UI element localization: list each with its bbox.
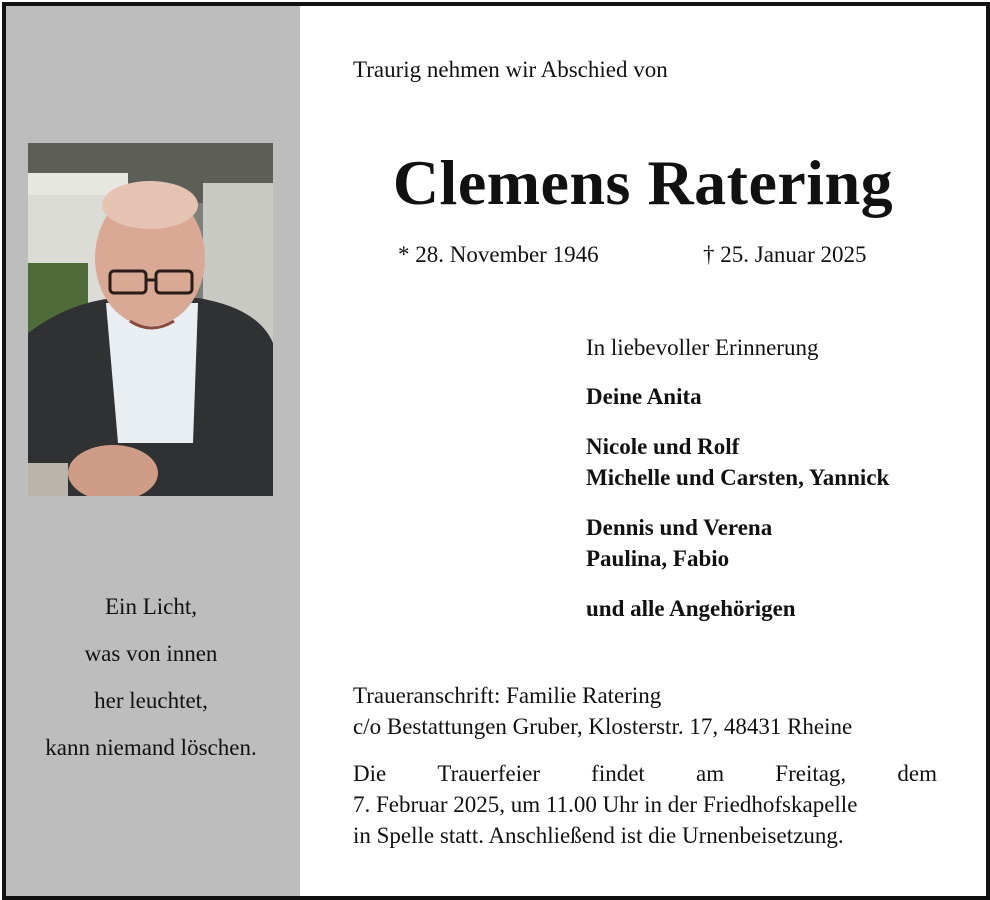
notice-word: Trauerfeier: [437, 761, 540, 786]
poem-line: kann niemand löschen.: [45, 735, 257, 760]
family-line: Dennis und Verena: [586, 515, 773, 540]
notice-word: am: [696, 761, 725, 786]
birth-date: * 28. November 1946: [398, 242, 599, 267]
notice-line: in Spelle statt. Anschließend ist die Urnenbeisetzung.: [353, 823, 844, 848]
intro-text: Traurig nehmen wir Abschied von: [353, 57, 668, 82]
portrait-photo: [28, 143, 273, 496]
sidebar: [6, 6, 300, 896]
family-group: [586, 593, 889, 624]
family-group: [586, 381, 889, 412]
poem-line: her leuchtet,: [94, 688, 208, 713]
family-list: [586, 332, 889, 643]
main-content: [300, 6, 986, 896]
death-date: † 25. Januar 2025: [703, 242, 867, 267]
family-line: und alle Angehörigen: [586, 596, 796, 621]
funeral-notice: [353, 758, 937, 851]
notice-word: Freitag,: [775, 761, 847, 786]
mourning-address: [353, 680, 852, 742]
family-group: [586, 431, 889, 493]
notice-word: dem: [897, 761, 937, 786]
family-line: Nicole und Rolf: [586, 434, 740, 459]
family-group: [586, 512, 889, 574]
portrait-illustration: [28, 143, 273, 496]
notice-line: [353, 758, 937, 789]
notice-word: findet: [591, 761, 645, 786]
address-line: Traueranschrift: Familie Ratering: [353, 683, 662, 708]
notice-word: Die: [353, 761, 387, 786]
poem: [6, 589, 296, 777]
poem-line: Ein Licht,: [105, 594, 197, 619]
deceased-name: Clemens Ratering: [392, 147, 894, 218]
family-line: Michelle und Carsten, Yannick: [586, 465, 890, 490]
family-line: Paulina, Fabio: [586, 546, 730, 571]
obituary-frame: [2, 2, 990, 900]
memory-line: In liebevoller Erinnerung: [586, 335, 819, 360]
poem-line: was von innen: [84, 641, 218, 666]
address-line: c/o Bestattungen Gruber, Klosterstr. 17, 48431 Rheine: [353, 714, 853, 739]
family-line: Deine Anita: [586, 384, 702, 409]
notice-line: 7. Februar 2025, um 11.00 Uhr in der Friedhofskapelle: [353, 792, 858, 817]
